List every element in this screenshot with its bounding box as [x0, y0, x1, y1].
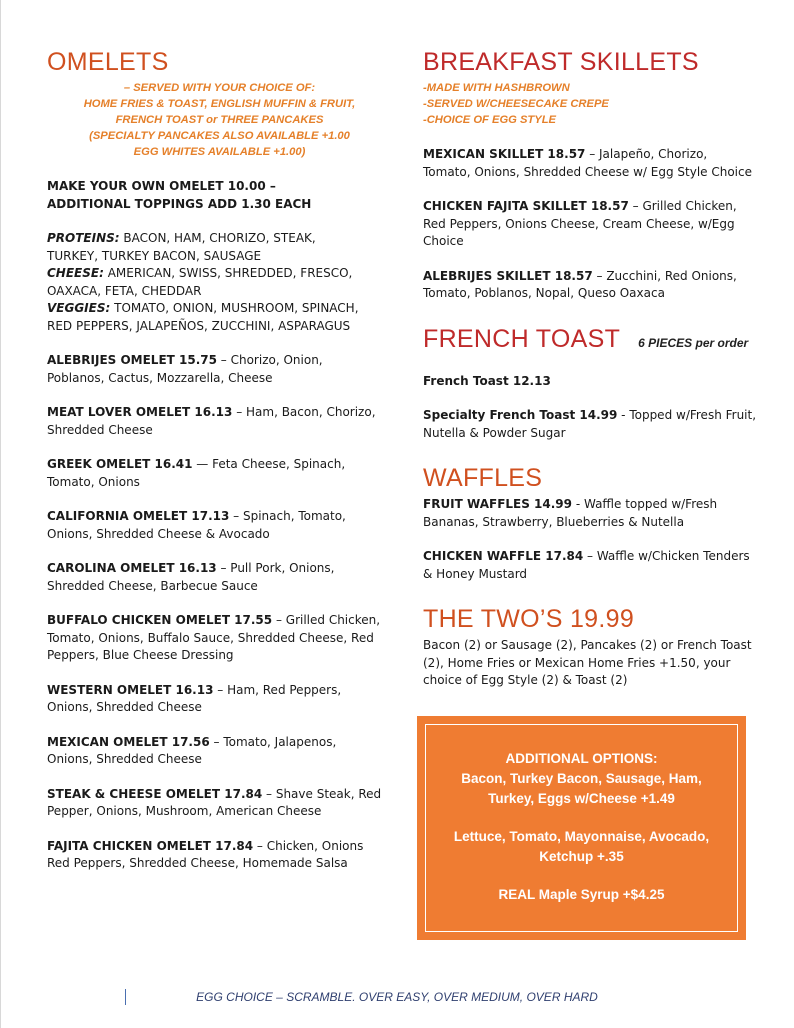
item-name: French Toast 12.13	[423, 373, 551, 388]
item-desc: – Grilled Chicken,	[272, 613, 381, 627]
item-desc: Onions, Shredded Cheese	[47, 752, 202, 766]
veggies-line-2: RED PEPPERS, JALAPEÑOS, ZUCCHINI, ASPARAGUS	[47, 318, 351, 333]
item-name: ALEBRIJES SKILLET 18.57	[423, 268, 593, 283]
item-name: GREEK OMELET 16.41	[47, 457, 193, 471]
item-desc: - Topped w/Fresh Fruit,	[617, 408, 757, 422]
item-desc: Tomato, Onions, Buffalo Sauce, Shredded Cheese, Red	[47, 630, 374, 645]
item-desc: – Chorizo, Onion,	[216, 353, 323, 367]
menu-item-steak-cheese-omelet	[47, 786, 392, 821]
menu-item-chicken-waffle	[423, 548, 763, 583]
menu-item-western-omelet	[47, 682, 392, 717]
twos-heading: THE TWO’S 19.99	[423, 605, 635, 633]
menu-item-california-omelet	[47, 508, 392, 543]
item-name: STEAK & CHEESE OMELET 17.84	[47, 786, 263, 801]
item-desc: (2), Home Fries or Mexican Home Fries +1.50, your	[423, 655, 731, 670]
item-desc: - Waffle topped w/Fresh	[572, 497, 718, 511]
menu-item-mexican-omelet	[47, 734, 392, 769]
menu-item-the-twos	[423, 637, 763, 690]
french-toast-heading-row	[423, 323, 763, 355]
item-desc: Shredded Cheese, Barbecue Sauce	[47, 578, 258, 593]
left-column	[47, 46, 392, 873]
cheese-text: AMERICAN, SWISS, SHREDDED, FRESCO,	[103, 266, 353, 280]
served-line: FRENCH TOAST or THREE PANCAKES	[115, 114, 324, 126]
veggies-label: VEGGIES:	[47, 301, 111, 315]
item-name: MEXICAN OMELET 17.56	[47, 734, 210, 749]
proteins-text: BACON, HAM, CHORIZO, STEAK,	[119, 231, 316, 245]
skillets-heading: BREAKFAST SKILLETS	[423, 48, 699, 76]
item-desc: – Chicken, Onions	[253, 838, 364, 853]
item-desc: – Jalapeño, Chorizo,	[585, 147, 708, 161]
item-desc: Bacon (2) or Sausage (2), Pancakes (2) or French Toast	[423, 638, 752, 652]
menu-item-chicken-fajita-skillet	[423, 198, 763, 251]
menu-item-buffalo-chicken-omelet	[47, 612, 392, 665]
item-desc: Pepper, Onions, Mushroom, American Cheese	[47, 804, 322, 818]
item-desc: Poblanos, Cactus, Mozzarella, Cheese	[47, 370, 273, 385]
item-name: FAJITA CHICKEN OMELET 17.84	[47, 838, 254, 853]
item-desc: Tomato, Poblanos, Nopal, Queso Oaxaca	[423, 286, 665, 300]
omelets-served-with	[47, 80, 392, 160]
additional-options-frame	[425, 724, 738, 932]
additional-options-box	[417, 716, 746, 940]
item-desc: Peppers, Blue Cheese Dressing	[47, 648, 234, 662]
item-desc: – Pull Pork, Onions,	[216, 561, 335, 575]
item-desc: Tomato, Onions	[47, 474, 140, 489]
menu-item-greek-omelet	[47, 456, 392, 491]
additional-options-title: ADDITIONAL OPTIONS:	[505, 751, 658, 766]
item-desc: Red Peppers, Shredded Cheese, Homemade Salsa	[47, 856, 348, 870]
item-desc: Bananas, Strawberry, Blueberries & Nutella	[423, 514, 685, 529]
item-name: WESTERN OMELET 16.13	[47, 682, 214, 697]
served-line: HOME FRIES & TOAST, ENGLISH MUFFIN & FRUIT,	[83, 98, 356, 110]
item-desc: – Shave Steak, Red	[262, 786, 382, 801]
served-line: (SPECIALTY PANCAKES ALSO AVAILABLE +1.00	[89, 130, 350, 142]
skillet-note: -MADE WITH HASHBROWN	[423, 82, 570, 94]
cheese-label: CHEESE:	[47, 266, 104, 280]
menu-item-alebrijes-omelet	[47, 352, 392, 387]
egg-choice-footer: EGG CHOICE – SCRAMBLE. OVER EASY, OVER MEDIUM, OVER HARD	[196, 990, 598, 1004]
item-desc: Tomato, Onions, Shredded Cheese w/ Egg Style Choice	[423, 164, 752, 179]
additional-option-line: REAL Maple Syrup +$4.25	[498, 887, 665, 902]
item-name: Specialty French Toast 14.99	[423, 408, 618, 422]
item-name: FRUIT WAFFLES 14.99	[423, 497, 573, 511]
item-desc: & Honey Mustard	[423, 566, 528, 581]
proteins-label: PROTEINS:	[47, 231, 120, 245]
proteins-line	[47, 230, 392, 248]
item-desc: – Ham, Red Peppers,	[213, 682, 342, 697]
cheese-line	[47, 265, 392, 283]
item-desc: Shredded Cheese	[47, 422, 153, 437]
make-your-own-line: MAKE YOUR OWN OMELET 10.00 –	[47, 179, 276, 193]
item-name: CAROLINA OMELET 16.13	[47, 561, 217, 575]
item-desc: Red Peppers, Onions Cheese, Cream Cheese, w/Egg	[423, 216, 735, 231]
menu-item-specialty-french-toast	[423, 407, 763, 442]
additional-option-line: Lettuce, Tomato, Mayonnaise, Avocado,	[453, 829, 710, 844]
veggies-line	[47, 300, 392, 318]
make-your-own	[47, 178, 392, 213]
item-desc: – Zucchini, Red Onions,	[592, 268, 737, 283]
proteins-line-2: TURKEY, TURKEY BACON, SAUSAGE	[47, 248, 262, 263]
item-name: ALEBRIJES OMELET 15.75	[47, 353, 217, 367]
item-desc: – Tomato, Jalapenos,	[209, 734, 337, 749]
toppings-list	[47, 230, 392, 335]
item-desc: – Grilled Chicken,	[628, 199, 737, 213]
skillet-note: -CHOICE OF EGG STYLE	[423, 114, 557, 126]
item-desc: choice of Egg Style (2) & Toast (2)	[423, 673, 628, 687]
waffles-heading: WAFFLES	[423, 464, 543, 492]
menu-item-fruit-waffles	[423, 496, 763, 531]
item-desc: – Ham, Bacon, Chorizo,	[232, 405, 376, 419]
item-desc: Choice	[423, 234, 464, 248]
page-edge	[0, 0, 1, 1028]
additional-option-line: Turkey, Eggs w/Cheese +1.49	[488, 791, 675, 806]
item-name: MEXICAN SKILLET 18.57	[423, 147, 586, 161]
item-desc: Onions, Shredded Cheese	[47, 700, 202, 714]
item-name: CHICKEN WAFFLE 17.84	[423, 549, 584, 563]
cheese-line-2: OAXACA, FETA, CHEDDAR	[47, 283, 202, 298]
item-desc: Nutella & Powder Sugar	[423, 425, 566, 440]
skillet-note: -SERVED W/CHEESECAKE CREPE	[423, 98, 609, 110]
omelets-heading: OMELETS	[47, 48, 169, 76]
per-order-note: 6 PIECES per order	[638, 335, 749, 350]
french-toast-heading: FRENCH TOAST	[423, 324, 621, 353]
menu-item-alebrijes-skillet	[423, 268, 763, 303]
additional-option-line: Bacon, Turkey Bacon, Sausage, Ham,	[461, 771, 702, 786]
item-desc: – Waffle w/Chicken Tenders	[583, 549, 750, 563]
right-column	[423, 46, 763, 690]
additional-option-line: Ketchup +.35	[539, 849, 624, 864]
served-line: – SERVED WITH YOUR CHOICE OF:	[123, 82, 316, 94]
item-name: CHICKEN FAJITA SKILLET 18.57	[423, 199, 629, 213]
skillets-notes	[423, 80, 763, 128]
menu-item-meat-lover-omelet	[47, 404, 392, 439]
menu-item-french-toast	[423, 373, 763, 391]
item-desc: Onions, Shredded Cheese & Avocado	[47, 526, 270, 541]
item-name: CALIFORNIA OMELET 17.13	[47, 509, 230, 523]
veggies-text: TOMATO, ONION, MUSHROOM, SPINACH,	[110, 301, 359, 315]
make-your-own-line: ADDITIONAL TOPPINGS ADD 1.30 EACH	[47, 196, 312, 211]
item-name: BUFFALO CHICKEN OMELET 17.55	[47, 613, 273, 627]
item-desc: – Spinach, Tomato,	[229, 509, 346, 523]
item-name: MEAT LOVER OMELET 16.13	[47, 405, 233, 419]
item-desc: — Feta Cheese, Spinach,	[192, 457, 346, 471]
menu-item-fajita-chicken-omelet	[47, 838, 392, 873]
menu-item-carolina-omelet	[47, 560, 392, 595]
served-line: EGG WHITES AVAILABLE +1.00)	[133, 146, 306, 158]
menu-item-mexican-skillet	[423, 146, 763, 181]
